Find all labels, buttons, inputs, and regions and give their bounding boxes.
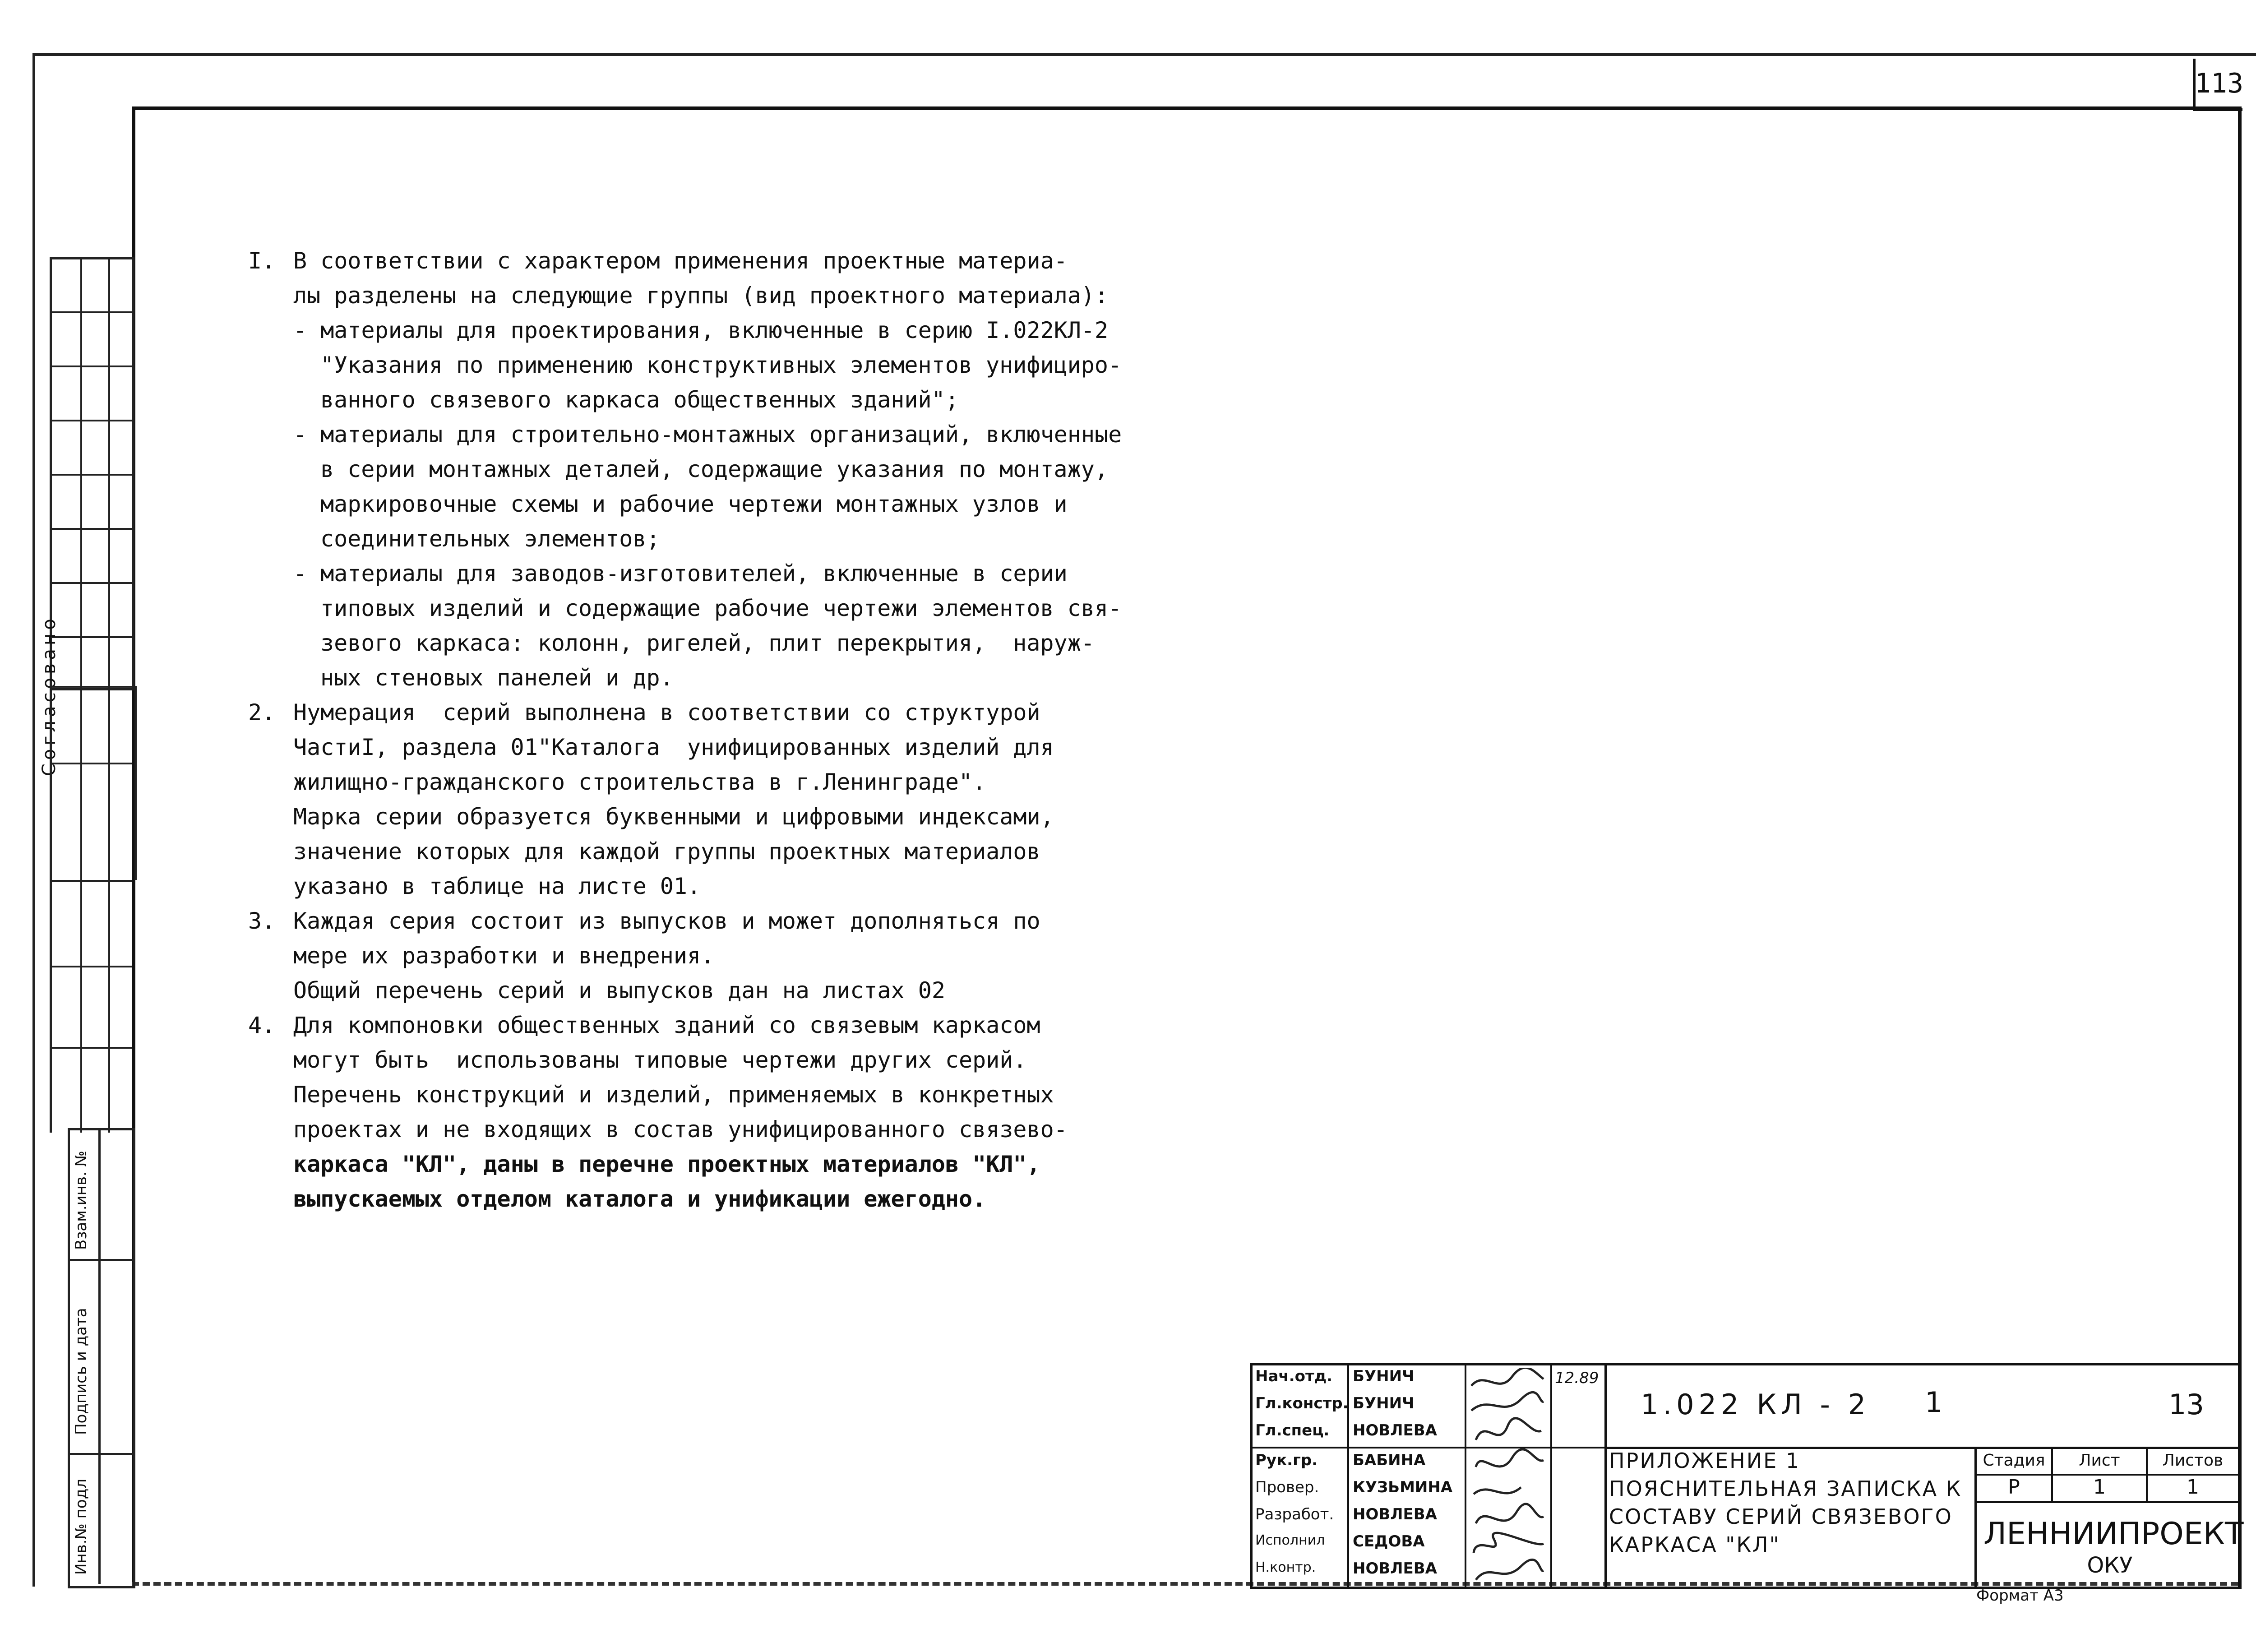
section-number: 4. <box>248 1012 276 1038</box>
original-inv-label: Инв.№ подл <box>72 1479 90 1575</box>
date: 12.89 <box>1555 1369 1599 1387</box>
tb-divider <box>1253 1447 1604 1448</box>
format-label: Формат А3 <box>1976 1587 2064 1605</box>
text-line: зевого каркаса: колонн, ригелей, плит перекрытия, наруж- <box>320 630 1095 656</box>
approval-grid-col <box>80 257 82 686</box>
role-label: Гл.спец. <box>1255 1421 1330 1439</box>
text-line: Для компоновки общественных зданий со связевым каркасом <box>293 1012 1040 1038</box>
signature-date-label: Подпись и дата <box>72 1308 90 1435</box>
document-title: ПРИЛОЖЕНИЕ 1 ПОЯСНИТЕЛЬНАЯ ЗАПИСКА К СОСТАВУ СЕРИЙ СВЯЗЕВОГО КАРКАСА "КЛ" <box>1609 1448 1962 1557</box>
approval-grid-col <box>108 686 110 880</box>
text-line: жилищно-гражданского строительства в г.Ленинграде". <box>293 769 986 795</box>
section-2 <box>248 695 1187 904</box>
person-name: БАБИНА <box>1353 1451 1426 1469</box>
right-margin-strip <box>2238 106 2256 1584</box>
approval-grid-row <box>50 420 132 421</box>
approval-grid-row <box>50 880 132 882</box>
text-line: маркировочные схемы и рабочие чертежи монтажных узлов и <box>320 491 1068 517</box>
text-line: лы разделены на следующие группы (вид проектного материала): <box>293 282 1109 309</box>
sheet-header: Лист <box>2079 1451 2120 1470</box>
text-line: ЧастиI, раздела 01"Каталога унифицированных изделий для <box>293 734 1054 760</box>
role-label: Н.контр. <box>1255 1559 1316 1575</box>
person-name: БУНИЧ <box>1353 1394 1415 1412</box>
approval-grid-extension <box>50 686 137 880</box>
explanatory-text <box>248 244 1187 1217</box>
approval-grid-row <box>50 582 132 584</box>
section-1 <box>248 244 1187 695</box>
role-label: Нач.отд. <box>1255 1367 1333 1385</box>
text-line: значение которых для каждой группы проектных материалов <box>293 838 1040 865</box>
signatures <box>1467 1368 1548 1584</box>
text-line: Перечень конструкций и изделий, применяемых в конкретных <box>293 1082 1054 1108</box>
department-name: ОКУ <box>2087 1553 2133 1578</box>
tb-divider <box>1974 1501 2239 1503</box>
text-line: Нумерация серий выполнена в соответствии со структурой <box>293 699 1040 726</box>
text-line: Общий перечень серий и выпусков дан на листах 02 <box>293 977 945 1004</box>
role-label: Рук.гр. <box>1255 1451 1318 1469</box>
text-line: выпускаемых отделом каталога и унификации ежегодно. <box>293 1186 986 1212</box>
text-line: - материалы для строительно-монтажных организаций, включенные <box>293 421 1122 448</box>
person-name: НОВЛЕВА <box>1353 1505 1437 1523</box>
section-number: 2. <box>248 699 276 726</box>
sheets-header: Листов <box>2162 1451 2224 1470</box>
text-line: указано в таблице на листе 01. <box>293 873 701 899</box>
text-line: соединительных элементов; <box>320 526 660 552</box>
person-name: СЕДОВА <box>1353 1532 1425 1550</box>
stamp-divider <box>68 1453 133 1455</box>
section-number: 3. <box>248 908 276 934</box>
approval-grid-row <box>50 366 132 367</box>
title-block <box>1250 1363 2242 1589</box>
approval-grid-row <box>50 636 132 638</box>
organization-name: ЛЕННИИПРОЕКТ <box>1983 1516 2244 1552</box>
section-4 <box>248 1008 1187 1217</box>
stage-header: Стадия <box>1983 1451 2045 1470</box>
approval-grid-col <box>108 257 110 686</box>
text-line: Каждая серия состоит из выпусков и может дополняться по <box>293 908 1040 934</box>
person-name: КУЗЬМИНА <box>1353 1478 1453 1496</box>
text-line: в серии монтажных деталей, содержащие указания по монтажу, <box>320 456 1108 482</box>
tb-divider <box>1604 1365 1607 1587</box>
organization <box>1983 1516 2244 1579</box>
text-line: могут быть использованы типовые чертежи других серий. <box>293 1047 1027 1073</box>
person-name: НОВЛЕВА <box>1353 1421 1437 1439</box>
text-line: В соответствии с характером применения проектные материа- <box>293 248 1068 274</box>
text-line: - материалы для заводов-изготовителей, включенные в серии <box>293 560 1068 587</box>
stamp-divider <box>68 1259 133 1261</box>
text-line: каркаса "КЛ", даны в перечне проектных материалов "КЛ", <box>293 1151 1040 1177</box>
replacement-inv-label: Взам.инв. № <box>72 1150 90 1250</box>
approval-grid-col <box>108 880 110 1133</box>
person-name: БУНИЧ <box>1353 1367 1415 1385</box>
approval-grid-row <box>50 763 132 764</box>
sheets-value: 1 <box>2187 1476 2199 1499</box>
approval-grid-col <box>80 880 82 1133</box>
text-line: - материалы для проектирования, включенные в серию I.022КЛ-2 <box>293 317 1109 343</box>
sheet-code: 13 <box>2168 1388 2204 1421</box>
tb-divider <box>1550 1365 1552 1587</box>
text-line: типовых изделий и содержащие рабочие чертежи элементов свя- <box>320 595 1122 621</box>
approval-grid-row <box>50 528 132 530</box>
document-code: 1.022 КЛ - 2 <box>1641 1388 1871 1421</box>
stage-value: Р <box>2008 1476 2020 1499</box>
person-name: НОВЛЕВА <box>1353 1559 1437 1578</box>
role-label: Разработ. <box>1255 1505 1334 1523</box>
text-line: ных стеновых панелей и др. <box>320 665 674 691</box>
text-line: "Указания по применению конструктивных элементов унифициро- <box>320 352 1122 378</box>
approval-grid-row <box>50 474 132 476</box>
text-line: проектах и не входящих в состав унифицированного связево- <box>293 1116 1068 1143</box>
role-label: Гл.констр. <box>1255 1394 1349 1412</box>
text-line: Марка серии образуется буквенными и цифровыми индексами, <box>293 804 1054 830</box>
agreed-label: Согласовано <box>39 615 60 776</box>
approval-grid-row <box>50 966 132 967</box>
stamp-divider <box>98 1128 101 1584</box>
approval-grid-row <box>50 311 132 313</box>
tb-divider <box>1465 1365 1466 1587</box>
page-number: 113 <box>2193 59 2242 111</box>
role-label: Провер. <box>1255 1478 1319 1496</box>
section-3 <box>248 904 1187 1008</box>
approval-grid-extension <box>50 880 52 1133</box>
approval-grid-row <box>50 1047 132 1049</box>
text-line: мере их разработки и внедрения. <box>293 943 715 969</box>
approval-grid-col <box>80 686 82 880</box>
text-line: ванного связевого каркаса общественных зданий"; <box>320 387 959 413</box>
section-number: I. <box>248 248 276 274</box>
sheet-value: 1 <box>2093 1476 2106 1499</box>
role-label: Исполнил <box>1255 1532 1325 1548</box>
document-mark: 1 <box>1925 1386 1943 1419</box>
